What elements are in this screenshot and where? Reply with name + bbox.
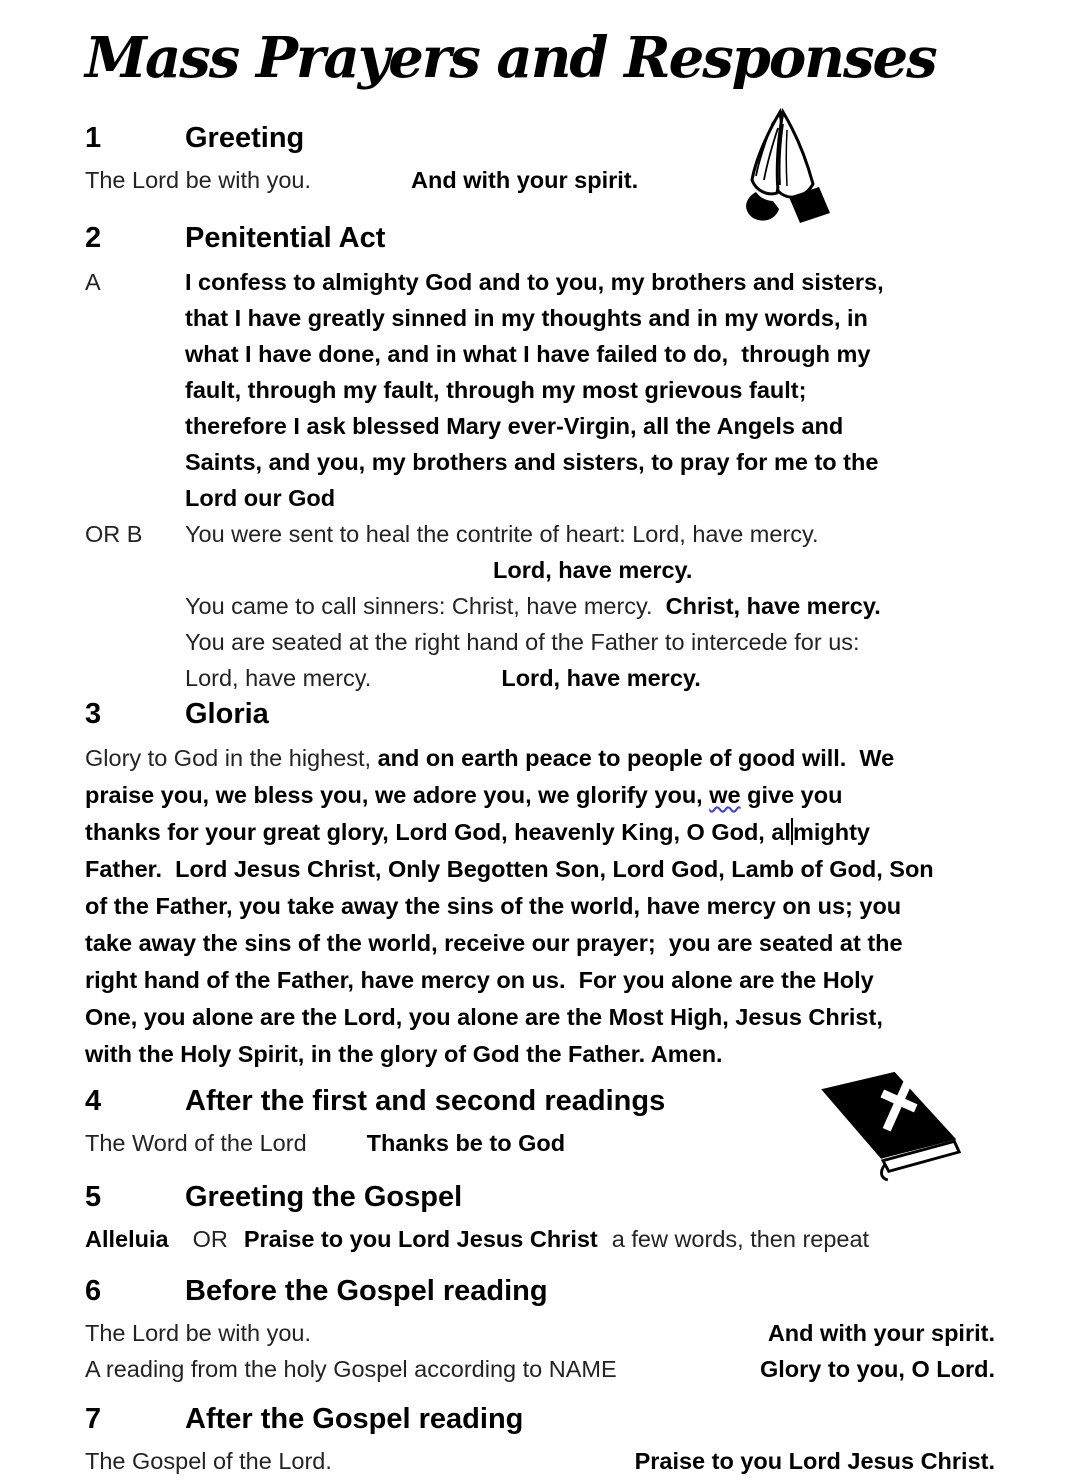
- gloria-line: of the Father, you take away the sins of the world, have mercy on us; you: [85, 893, 902, 919]
- section-heading-row: [85, 1401, 995, 1437]
- section-number: 3: [85, 698, 102, 730]
- praying-hands-icon: [722, 106, 854, 226]
- gloria-line: with the Holy Spirit, in the glory of God the Father. Amen.: [85, 1041, 723, 1067]
- gloria-text: mighty: [792, 819, 870, 845]
- priest-line: You are seated at the right hand of the Father to intercede for us:: [185, 629, 860, 655]
- section-heading: After the first and second readings: [185, 1085, 666, 1117]
- section-heading-row: [85, 696, 995, 732]
- confession-line: what I have done, and in what I have failed to do, through my: [185, 341, 871, 367]
- section-number: 5: [85, 1181, 102, 1213]
- confession-line: that I have greatly sinned in my thoughts and in my words, in: [185, 305, 868, 331]
- gloria-line: [85, 777, 995, 814]
- section-heading: Greeting: [185, 122, 305, 154]
- section-heading-row: [85, 1179, 995, 1215]
- gloria-line: take away the sins of the world, receive our prayer; you are seated at the: [85, 930, 903, 956]
- gloria-text: give you: [740, 782, 843, 808]
- dialogue-line: [85, 1317, 995, 1349]
- dialogue-line: [85, 1223, 995, 1255]
- confession-line: Lord our God: [185, 485, 336, 511]
- priest-line: The Lord be with you.: [85, 167, 311, 193]
- people-response: Glory to you, O Lord.: [760, 1356, 995, 1382]
- gloria-line: Father. Lord Jesus Christ, Only Begotten Son, Lord God, Lamb of God, Son: [85, 856, 934, 882]
- people-response: Lord, have mercy.: [501, 665, 701, 691]
- confession-line: Saints, and you, my brothers and sisters, to pray for me to the: [185, 449, 879, 475]
- gloria-text: thanks for your great glory, Lord God, heavenly King, O God, al: [85, 819, 791, 845]
- document-title: Mass Prayers and Responses: [85, 25, 936, 91]
- gloria-text: Glory to God in the highest,: [85, 745, 378, 771]
- section-greeting: [85, 120, 995, 196]
- people-response: Christ, have mercy.: [665, 593, 881, 619]
- priest-line: Lord, have mercy.: [185, 665, 372, 691]
- gloria-line: [85, 814, 995, 851]
- section-number: 1: [85, 122, 102, 154]
- priest-line: The Gospel of the Lord.: [85, 1448, 332, 1474]
- section-penitential-act: [85, 220, 995, 696]
- dialogue-line: [85, 1445, 995, 1477]
- gloria-text: praise you, we bless you, we adore you, we glorify you,: [85, 782, 710, 808]
- option-a-block: [85, 264, 995, 516]
- kyrie-text: [185, 516, 995, 696]
- confession-text: [185, 264, 995, 516]
- option-b-label: OR B: [85, 521, 143, 547]
- people-response: Praise to you Lord Jesus Christ.: [634, 1448, 995, 1474]
- or-label: OR: [192, 1226, 228, 1252]
- section-heading-row: [85, 220, 995, 256]
- section-gloria: [85, 696, 995, 1073]
- section-heading: Before the Gospel reading: [185, 1275, 548, 1307]
- acclamation: Alleluia: [85, 1226, 169, 1252]
- section-heading: Gloria: [185, 698, 269, 730]
- gloria-line: One, you alone are the Lord, you alone are the Most High, Jesus Christ,: [85, 1004, 883, 1030]
- spellcheck-squiggle-word: we: [709, 782, 741, 808]
- section-heading: Greeting the Gospel: [185, 1181, 463, 1213]
- section-heading-row: [85, 1273, 995, 1309]
- people-response: Lord, have mercy.: [493, 557, 693, 583]
- section-before-gospel: [85, 1273, 995, 1385]
- reader-line: The Word of the Lord: [85, 1130, 307, 1156]
- priest-line: The Lord be with you.: [85, 1320, 311, 1346]
- section-after-gospel: [85, 1401, 995, 1477]
- section-number: 6: [85, 1275, 102, 1307]
- dialogue-line: [185, 660, 995, 696]
- acclamation: Praise to you Lord Jesus Christ: [243, 1226, 598, 1252]
- dialogue-line: [85, 1353, 995, 1385]
- people-response: And with your spirit.: [411, 167, 639, 193]
- priest-line: A reading from the holy Gospel according to NAME: [85, 1356, 617, 1382]
- dialogue-line: [85, 164, 995, 196]
- instruction-note: a few words, then repeat: [611, 1226, 870, 1252]
- section-heading-row: [85, 120, 995, 156]
- section-greeting-the-gospel: [85, 1179, 995, 1255]
- section-number: 7: [85, 1403, 102, 1435]
- priest-line: You were sent to heal the contrite of heart: Lord, have mercy.: [185, 521, 819, 547]
- dialogue-line: [185, 588, 995, 624]
- confession-line: I confess to almighty God and to you, my brothers and sisters,: [185, 269, 884, 295]
- bible-icon: [800, 1064, 964, 1184]
- priest-line: You came to call sinners: Christ, have mercy.: [185, 593, 666, 619]
- gloria-text: and on earth peace to people of good will. We: [377, 745, 895, 771]
- people-response: And with your spirit.: [767, 1320, 995, 1346]
- section-number: 2: [85, 222, 102, 254]
- section-heading: Penitential Act: [185, 222, 386, 254]
- gloria-line: [85, 740, 995, 777]
- option-b-block: [85, 516, 995, 696]
- confession-line: fault, through my fault, through my most grievous fault;: [185, 377, 807, 403]
- section-number: 4: [85, 1085, 102, 1117]
- people-response: Thanks be to God: [366, 1130, 566, 1156]
- option-a-label: A: [85, 269, 101, 295]
- gloria-line: right hand of the Father, have mercy on us. For you alone are the Holy: [85, 967, 874, 993]
- confession-line: therefore I ask blessed Mary ever-Virgin, all the Angels and: [185, 413, 844, 439]
- section-heading: After the Gospel reading: [185, 1403, 524, 1435]
